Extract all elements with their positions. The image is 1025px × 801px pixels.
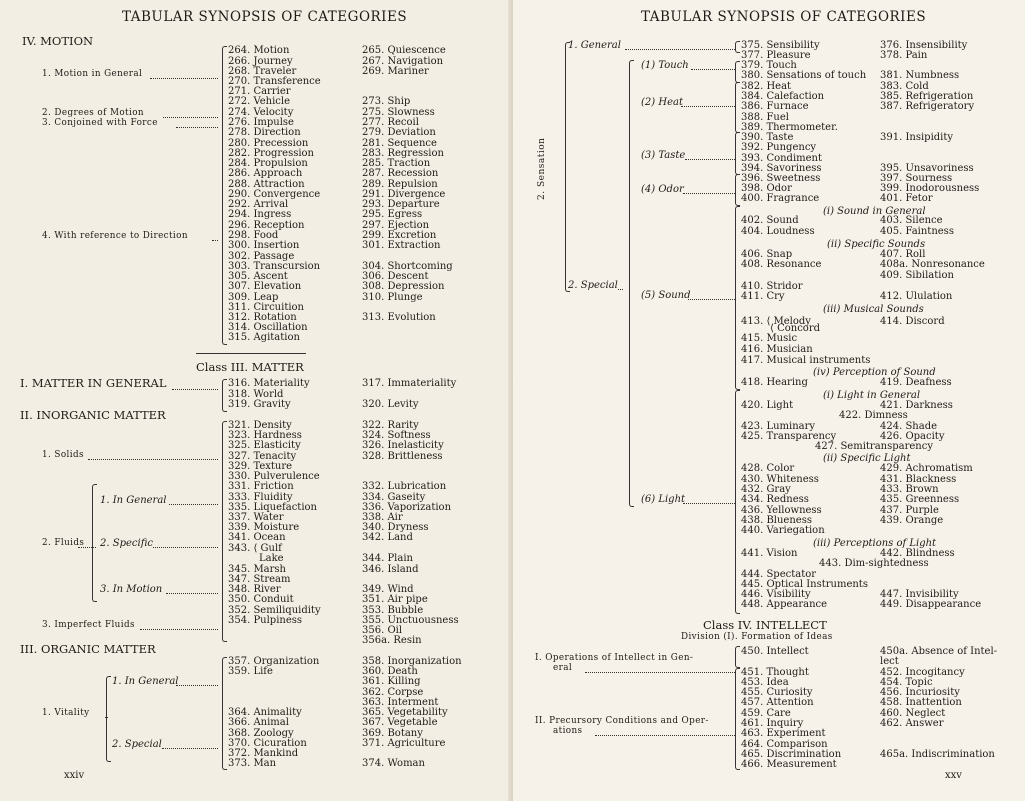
entry: 380. Sensations of touch [741,70,867,81]
entry: 337. Water [228,512,284,523]
sub-heading: (i) Light in General [823,390,921,401]
entry: 415. Music [741,333,798,344]
dot-leader [685,159,735,160]
entry: 280. Precession [228,138,309,149]
entry: 389. Thermometer. [741,122,838,133]
category-label: II. Precursory Conditions and Oper- [535,716,709,726]
entry-opposite: 378. Pain [880,50,928,61]
entry-opposite: 362. Corpse [362,687,424,698]
entry: 372. Mankind [228,748,299,759]
entry: 420. Light [741,400,794,411]
entry: 343. ⟨ Gulf [228,543,282,554]
centered-entry: 443. Dim-sightedness [819,558,929,569]
entry-opposite: 317. Immateriality [362,378,457,389]
entry: 432. Gray [741,484,791,495]
entry-opposite: 265. Quiescence [362,45,446,56]
entry-opposite: 358. Inorganization [362,656,462,667]
entry-opposite: 342. Land [362,532,413,543]
dot-leader [681,106,735,107]
dot-leader [166,593,218,594]
entry-opposite: 324. Softness [362,430,431,441]
entry: 366. Animal [228,717,289,728]
entry-opposite: 328. Brittleness [362,451,443,462]
entry: 305. Ascent [228,271,288,282]
dot-leader [212,240,218,241]
divider [196,353,306,354]
sub-heading: (ii) Specific Sounds [827,239,926,250]
entry-opposite: 421. Darkness [880,400,953,411]
entry-opposite: 435. Greenness [880,494,960,505]
entry-opposite: 391. Insipidity [880,132,954,143]
entry-opposite: 399. Inodorousness [880,183,980,194]
category-label: 2. Fluids [42,538,85,548]
sub-heading: (iii) Perceptions of Light [813,538,937,549]
entry: 413. ⟨ Melody [741,316,811,327]
entry: 292. Arrival [228,199,289,210]
category-label: 1. General [568,40,621,51]
dot-leader [88,459,218,460]
entry-opposite: 356a. Resin [362,635,422,646]
entry-opposite: 344. Plain [362,553,413,564]
entry-opposite: 346. Island [362,564,419,575]
entry: 364. Animality [228,707,302,718]
entry: 294. Ingress [228,209,292,220]
entry: 450. Intellect [741,646,809,657]
bracket [565,42,570,292]
dot-leader [691,69,735,70]
entry: 441. Vision [741,548,798,559]
dot-leader [585,672,735,673]
sub-heading: (ii) Specific Light [823,453,911,464]
entry: 302. Passage [228,251,295,262]
dot-leader [595,735,735,736]
category-label: (2) Heat [641,97,683,108]
entry: 284. Propulsion [228,158,308,169]
entry: 315. Agitation [228,332,300,343]
entry-opposite: 269. Mariner [362,66,429,77]
entry-opposite: 424. Shade [880,421,938,432]
entry-opposite: 454. Topic [880,677,933,688]
entry: 382. Heat [741,81,792,92]
entry: 438. Blueness [741,515,812,526]
entry-opposite: 371. Agriculture [362,738,446,749]
entry: 339. Moisture [228,522,300,533]
entry: 270. Transference [228,76,321,87]
entry: 410. Stridor [741,281,803,292]
entry-opposite: 462. Answer [880,718,944,729]
entry: 370. Cicuration [228,738,307,749]
entry: 268. Traveler [228,66,297,77]
entry-opposite: 449. Disappearance [880,599,982,610]
bracket [735,206,740,390]
sensation-label: 2. Sensation [537,137,547,200]
entry: 325. Elasticity [228,440,301,451]
entry-opposite: lect [880,656,899,667]
entry: 388. Fuel [741,112,789,123]
section-heading: II. INORGANIC MATTER [20,408,166,422]
category-label: (5) Sound [641,290,691,301]
entry: 290. Convergence [228,189,321,200]
entry: 319. Gravity [228,399,291,410]
entry: 333. Fluidity [228,492,293,503]
bracket [222,46,227,345]
entry-opposite: 310. Plunge [362,292,423,303]
entry: 392. Pungency [741,142,817,153]
entry-opposite: 338. Air [362,512,403,523]
sub-heading: (iii) Musical Sounds [823,304,924,315]
entry: 359. Life [228,666,273,677]
centered-entry: 427. Semitransparency [815,441,933,452]
entry: 311. Circuition [228,302,304,313]
entry-opposite: 355. Unctuousness [362,615,459,626]
category-label: 2. Special [568,280,618,291]
bracket [735,41,740,53]
entry-opposite: 450a. Absence of Intel- [880,646,998,657]
dot-leader [688,299,735,300]
category-label: (6) Light [641,494,686,505]
entry-opposite: 374. Woman [362,758,425,769]
bracket [735,646,740,668]
entry-opposite: 326. Inelasticity [362,440,444,451]
category-label: ations [553,726,583,736]
entry: 264. Motion [228,45,290,56]
entry: 357. Organization [228,656,320,667]
category-label: 4. With reference to Direction [42,231,188,241]
entry: 457. Attention [741,697,814,708]
entry-opposite: 334. Gaseity [362,492,426,503]
category-label: 2. Specific [100,538,153,549]
entry-opposite: 360. Death [362,666,418,677]
entry-opposite: 397. Sourness [880,173,953,184]
entry-opposite: 308. Depression [362,281,445,292]
category-label: (3) Taste [641,150,686,161]
entry: 354. Pulpiness [228,615,303,626]
entry-opposite: 433. Brown [880,484,939,495]
entry: 464. Comparison [741,739,828,750]
entry: 321. Density [228,420,292,431]
category-label: 1. In General [100,495,167,506]
entry: 453. Idea [741,677,789,688]
entry: 406. Snap [741,249,793,260]
sub-heading: (i) Sound in General [823,206,926,217]
entry: 309. Leap [228,292,279,303]
entry: 296. Reception [228,220,305,231]
category-label: 1. Motion in General [42,69,143,79]
class-heading: Class IV. INTELLECT [703,618,827,632]
entry: 300. Insertion [228,240,300,251]
category-label: (1) Touch [641,60,689,71]
bracket [735,668,740,770]
entry: 331. Friction [228,481,294,492]
entry: 272. Vehicle [228,96,291,107]
entry: 451. Thought [741,667,809,678]
entry: 408. Resonance [741,259,822,270]
category-label: 3. In Motion [100,584,163,595]
entry: 400. Fragrance [741,193,820,204]
entry-opposite: 439. Orange [880,515,944,526]
entry: 347. Stream [228,574,291,585]
entry-opposite: 419. Deafness [880,377,952,388]
bracket [106,676,111,762]
entry-opposite: 381. Numbness [880,70,960,81]
entry: 402. Sound [741,215,799,226]
entry-opposite: 279. Deviation [362,127,436,138]
entry-opposite: 367. Vegetable [362,717,438,728]
bracket [735,390,740,614]
entry-opposite: 460. Neglect [880,708,946,719]
category-label: 1. Vitality [42,708,90,718]
category-label: I. Operations of Intellect in Gen- [535,653,694,663]
entry: 271. Carrier [228,86,291,97]
entry: 465. Discrimination [741,749,842,760]
entry: 440. Variegation [741,525,825,536]
bracket [735,132,740,175]
dot-leader [683,503,735,504]
entry-opposite: 287. Recession [362,168,439,179]
entry-opposite: 320. Levity [362,399,419,410]
category-label: 1. Solids [42,450,84,460]
entry: 278. Direction [228,127,301,138]
entry-opposite: 291. Divergence [362,189,446,200]
entry-opposite: 332. Lubrication [362,481,447,492]
entry: 466. Measurement [741,759,837,770]
entry-opposite: 365. Vegetability [362,707,448,718]
entry: 396. Sweetness [741,173,821,184]
entry-opposite: 356. Oil [362,625,403,636]
class-heading: Class III. MATTER [196,360,304,374]
dot-leader [150,78,218,79]
entry: 373. Man [228,758,277,769]
entry: 459. Care [741,708,791,719]
bracket [92,484,97,602]
entry-opposite: 349. Wind [362,584,414,595]
entry-opposite: 408a. Nonresonance [880,259,985,270]
entry: 393. Condiment [741,153,823,164]
entry-opposite: 405. Faintness [880,226,954,237]
entry: 411. Cry [741,291,785,302]
entry-opposite: 295. Egress [362,209,423,220]
entry-opposite: 293. Departure [362,199,440,210]
entry-opposite: 383. Cold [880,81,929,92]
entry-opposite: 301. Extraction [362,240,441,251]
entry-opposite: 447. Invisibility [880,589,959,600]
entry-opposite: 409. Sibilation [880,270,954,281]
lake-label: Lake [259,553,284,564]
dot-leader [163,117,218,118]
entry-opposite: 458. Inattention [880,697,962,708]
entry: 428. Color [741,463,795,474]
entry-opposite: 267. Navigation [362,56,444,67]
entry: 348. River [228,584,281,595]
entry: 386. Furnace [741,101,809,112]
dot-leader [618,289,623,290]
dot-leader [172,389,218,390]
entry: 330. Pulverulence [228,471,320,482]
entry: 298. Food [228,230,279,241]
entry: 384. Calefaction [741,91,825,102]
entry: 430. Whiteness [741,474,819,485]
entry-opposite: 283. Regression [362,148,444,159]
entry-opposite: 336. Vaporization [362,502,452,513]
entry: 318. World [228,389,284,400]
section-heading: III. ORGANIC MATTER [20,642,156,656]
left-page [0,0,512,801]
entry: 266. Journey [228,56,293,67]
entry: 423. Luminary [741,421,816,432]
bracket [629,60,634,507]
entry: 463. Experiment [741,728,826,739]
entry-opposite: 353. Bubble [362,605,424,616]
entry-opposite: 426. Opacity [880,431,945,442]
category-label: 1. In General [112,676,179,687]
entry: 425. Transparency [741,431,837,442]
entry-opposite: 437. Purple [880,505,939,516]
entry: 418. Hearing [741,377,808,388]
bracket [735,61,740,83]
entry-opposite: 385. Refrigeration [880,91,974,102]
entry-opposite: 465a. Indiscrimination [880,749,995,760]
category-label: 2. Degrees of Motion [42,108,144,118]
entry: 327. Tenacity [228,451,297,462]
dot-leader [153,547,218,548]
entry-opposite: 285. Traction [362,158,431,169]
concord-label: ⟨ Concord [770,323,820,334]
section-heading: I. MATTER IN GENERAL [20,376,167,390]
entry-opposite: 273. Ship [362,96,411,107]
entry: 352. Semiliquidity [228,605,321,616]
right-page [513,0,1025,801]
entry: 350. Conduit [228,594,294,605]
category-label: (4) Odor [641,184,684,195]
entry: 398. Odor [741,183,792,194]
entry-opposite: 340. Dryness [362,522,429,533]
entry-opposite: 407. Roll [880,249,926,260]
entry: 434. Redness [741,494,809,505]
entry: 282. Progression [228,148,314,159]
entry: 335. Liquefaction [228,502,317,513]
entry: 416. Musician [741,344,813,355]
entry-opposite: 376. Insensibility [880,40,968,51]
entry-opposite: 395. Unsavoriness [880,163,974,174]
entry: 461. Inquiry [741,718,804,729]
category-label: 2. Special [112,739,162,750]
entry: 307. Elevation [228,281,302,292]
entry: 404. Loudness [741,226,815,237]
entry: 303. Transcursion [228,261,321,272]
dot-leader [176,685,218,686]
dot-leader [683,193,735,194]
entry-opposite: 363. Interment [362,697,439,708]
entry-opposite: 442. Blindness [880,548,955,559]
entry-opposite: 412. Ululation [880,291,953,302]
entry-opposite: 297. Ejection [362,220,430,231]
entry-opposite: 387. Refrigeratory [880,101,975,112]
entry: 375. Sensibility [741,40,820,51]
entry-opposite: 322. Rarity [362,420,419,431]
entry: 341. Ocean [228,532,286,543]
dot-leader [176,127,218,128]
entry: 286. Approach [228,168,303,179]
entry-opposite: 452. Incogitancy [880,667,965,678]
entry-opposite: 369. Botany [362,728,423,739]
category-label: eral [553,663,573,673]
bracket [735,174,740,206]
centered-entry: 422. Dimness [839,410,908,421]
entry: 448. Appearance [741,599,828,610]
entry: 444. Spectator [741,569,817,580]
page-title: TABULAR SYNOPSIS OF CATEGORIES [122,9,408,25]
bracket [222,657,227,770]
entry: 377. Pleasure [741,50,811,61]
entry-opposite: 313. Evolution [362,312,436,323]
category-label: 3. Conjoined with Force [42,118,158,128]
entry-opposite: 431. Blackness [880,474,957,485]
section-heading: IV. MOTION [22,34,94,48]
page-title: TABULAR SYNOPSIS OF CATEGORIES [641,9,927,25]
entry: 379. Touch [741,60,797,71]
page-number: xxiv [64,770,85,781]
entry: 436. Yellowness [741,505,822,516]
entry: 345. Marsh [228,564,286,575]
entry-opposite: 281. Sequence [362,138,437,149]
dot-leader [140,629,218,630]
entry-opposite: 456. Incuriosity [880,687,960,698]
entry-opposite: 304. Shortcoming [362,261,453,272]
dot-leader [169,504,218,505]
entry-opposite: 403. Silence [880,215,943,226]
entry: 314. Oscillation [228,322,308,333]
entry: 274. Velocity [228,107,294,118]
entry-opposite: 429. Achromatism [880,463,973,474]
entry-opposite: 414. Discord [880,316,945,327]
entry: 288. Attraction [228,179,305,190]
entry: 312. Rotation [228,312,297,323]
entry-opposite: 275. Slowness [362,107,435,118]
bracket [222,421,227,642]
bracket [222,379,227,412]
entry: 390. Taste [741,132,794,143]
entry-opposite: 361. Killing [362,676,421,687]
dot-leader [625,49,735,50]
entry: 417. Musical instruments [741,355,871,366]
entry-opposite: 277. Recoil [362,117,419,128]
dot-leader [162,748,218,749]
entry-opposite: 351. Air pipe [362,594,428,605]
entry-opposite: 289. Repulsion [362,179,438,190]
entry: 455. Curiosity [741,687,813,698]
entry: 276. Impulse [228,117,294,128]
division-heading: Division (I). Formation of Ideas [681,632,833,642]
category-label: 3. Imperfect Fluids [42,620,135,630]
entry-opposite: 306. Descent [362,271,429,282]
entry: 446. Visibility [741,589,811,600]
bracket [735,82,740,133]
entry: 394. Savoriness [741,163,822,174]
entry: 329. Texture [228,461,293,472]
entry: 316. Materiality [228,378,310,389]
entry: 368. Zoology [228,728,294,739]
page-number: xxv [945,770,962,781]
entry: 323. Hardness [228,430,302,441]
sub-heading: (iv) Perception of Sound [813,367,936,378]
entry: 445. Optical Instruments [741,579,868,590]
entry-opposite: 401. Fetor [880,193,933,204]
entry-opposite: 299. Excretion [362,230,437,241]
